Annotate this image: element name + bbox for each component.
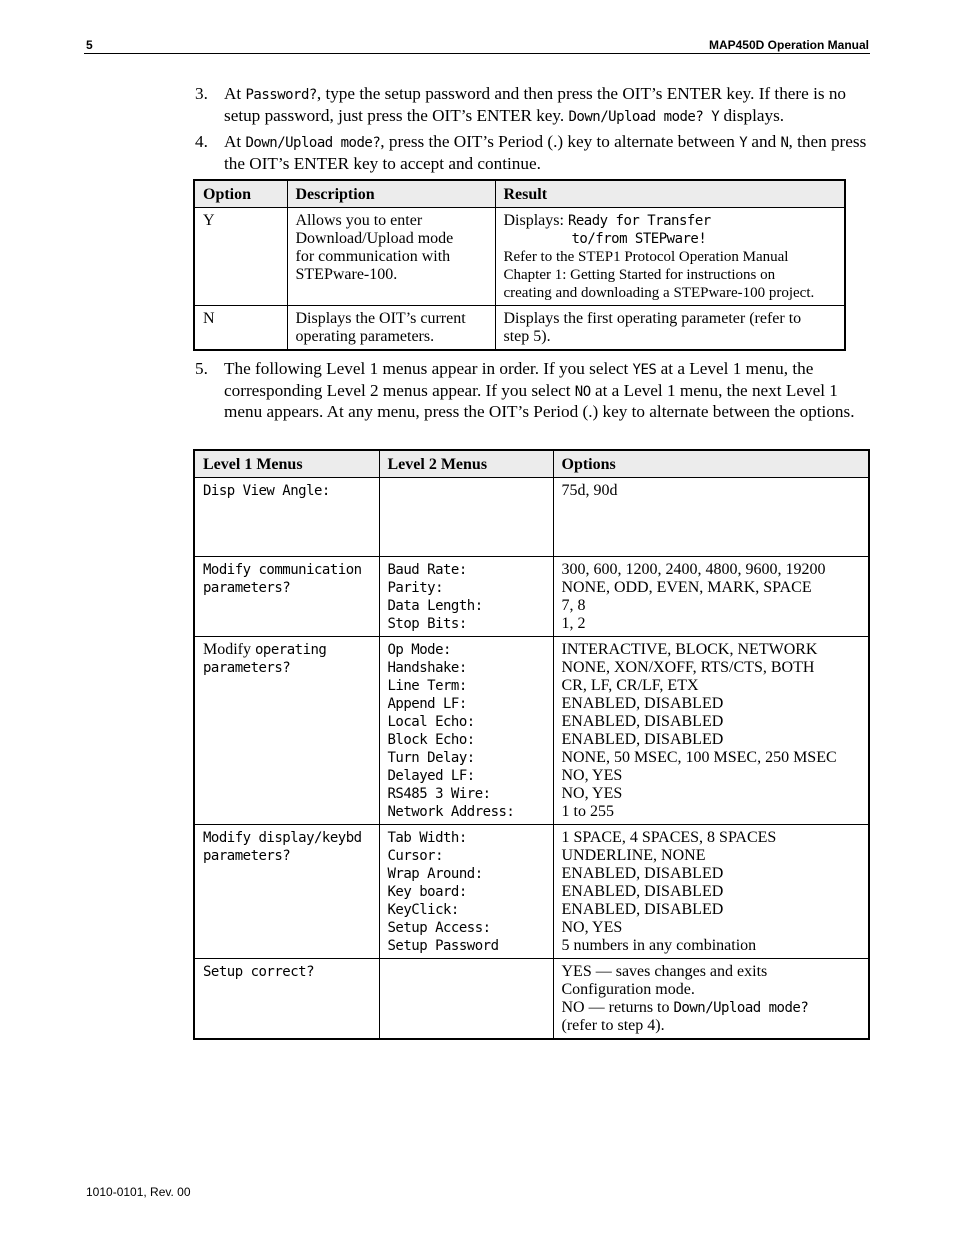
table-row: Y Allows you to enter Download/Upload mode for communication with STEPware-100. Displays: Ready for Transfer to/from STEPware! Refer to the STEP1 Protocol Operation Manual Chapter 1: Getting Started for instructions on creating and downloading a STEPware-100 project. (194, 208, 845, 306)
page-number: 5 (86, 38, 93, 52)
table-header-row (194, 180, 845, 208)
step-number: 5. (195, 359, 208, 378)
column-header: Description (287, 180, 495, 208)
down-upload-prompt: Down/Upload mode? Y (568, 108, 720, 125)
password-prompt: Password? (245, 87, 317, 103)
step-number: 4. (195, 132, 208, 152)
down-upload-mode-prompt: Down/Upload mode? (245, 135, 381, 152)
table-row: Disp View Angle: 75d, 90d (194, 478, 869, 557)
column-header: Level 1 Menus (194, 450, 379, 478)
table-row: Modify operating parameters? Op Mode: Handshake: Line Term: Append LF: Local Echo: Block Echo: Turn Delay: Delayed LF: RS485 3 Wire: Network Address: INTERACTIVE, BLOCK, NETWORK NONE, XON/XOFF, RTS/CTS, BOTH CR, LF, CR/LF, ETX ENABLED, DISABLED ENABLED, DISABLED ENABLED, DISABLED NONE, 50 MSEC, 100 MSEC, 250 MSEC NO, YES NO, YES 1 to 255 (194, 637, 869, 825)
column-header: Option (194, 180, 287, 208)
steps-3-4 (195, 84, 870, 178)
table-row: Modify communication parameters? Baud Rate: Parity: Data Length: Stop Bits: 300, 600, 1200, 2400, 4800, 9600, 19200 NONE, ODD, EVEN, MARK, SPACE 7, 8 1, 2 (194, 557, 869, 637)
menu-table (193, 449, 870, 1040)
steps-5 (195, 359, 870, 427)
table-row: Setup correct? YES — saves changes and exits Configuration mode. NO — returns to Down/Upload mode? (refer to step 4). (194, 959, 869, 1040)
column-header: Options (553, 450, 869, 478)
column-header: Level 2 Menus (379, 450, 553, 478)
table-row: Modify display/keybd parameters? Tab Width: Cursor: Wrap Around: Key board: KeyClick: Setup Access: Setup Password 1 SPACE, 4 SPACES, 8 SPACES UNDERLINE, NONE ENABLED, DISABLED ENABLED, DISABLED ENABLED, DISABLED NO, YES 5 numbers in any combination (194, 825, 869, 959)
step-3: 3. At Password?, type the setup password and then press the OIT’s ENTER key. If there is no setup password, just press the OIT’s ENTER key. Down/Upload mode? Y displays. (195, 84, 847, 125)
table-row: N Displays the OIT’s current operating parameters. Displays the first operating parameter (refer to step 5). (194, 306, 845, 351)
manual-title: MAP450D Operation Manual (708, 38, 869, 52)
step-4: 4. At Down/Upload mode?, press the OIT’s Period (.) key to alternate between Y and N, then press the OIT’s ENTER key to accept and continue. (195, 132, 867, 173)
header-rule (84, 53, 870, 54)
option-table (193, 179, 846, 351)
column-header: Result (495, 180, 845, 208)
footer-doc-id: 1010-0101, Rev. 00 (86, 1185, 191, 1199)
table-header-row (194, 450, 869, 478)
step-5: 5. The following Level 1 menus appear in order. If you select YES at a Level 1 menu, the corresponding Level 2 menus appear. If you select NO at a Level 1 menu, the next Level 1 menu appears. At any menu, press the OIT’s Period (.) key to alternate between the options. (195, 359, 855, 422)
step-number: 3. (195, 84, 208, 103)
